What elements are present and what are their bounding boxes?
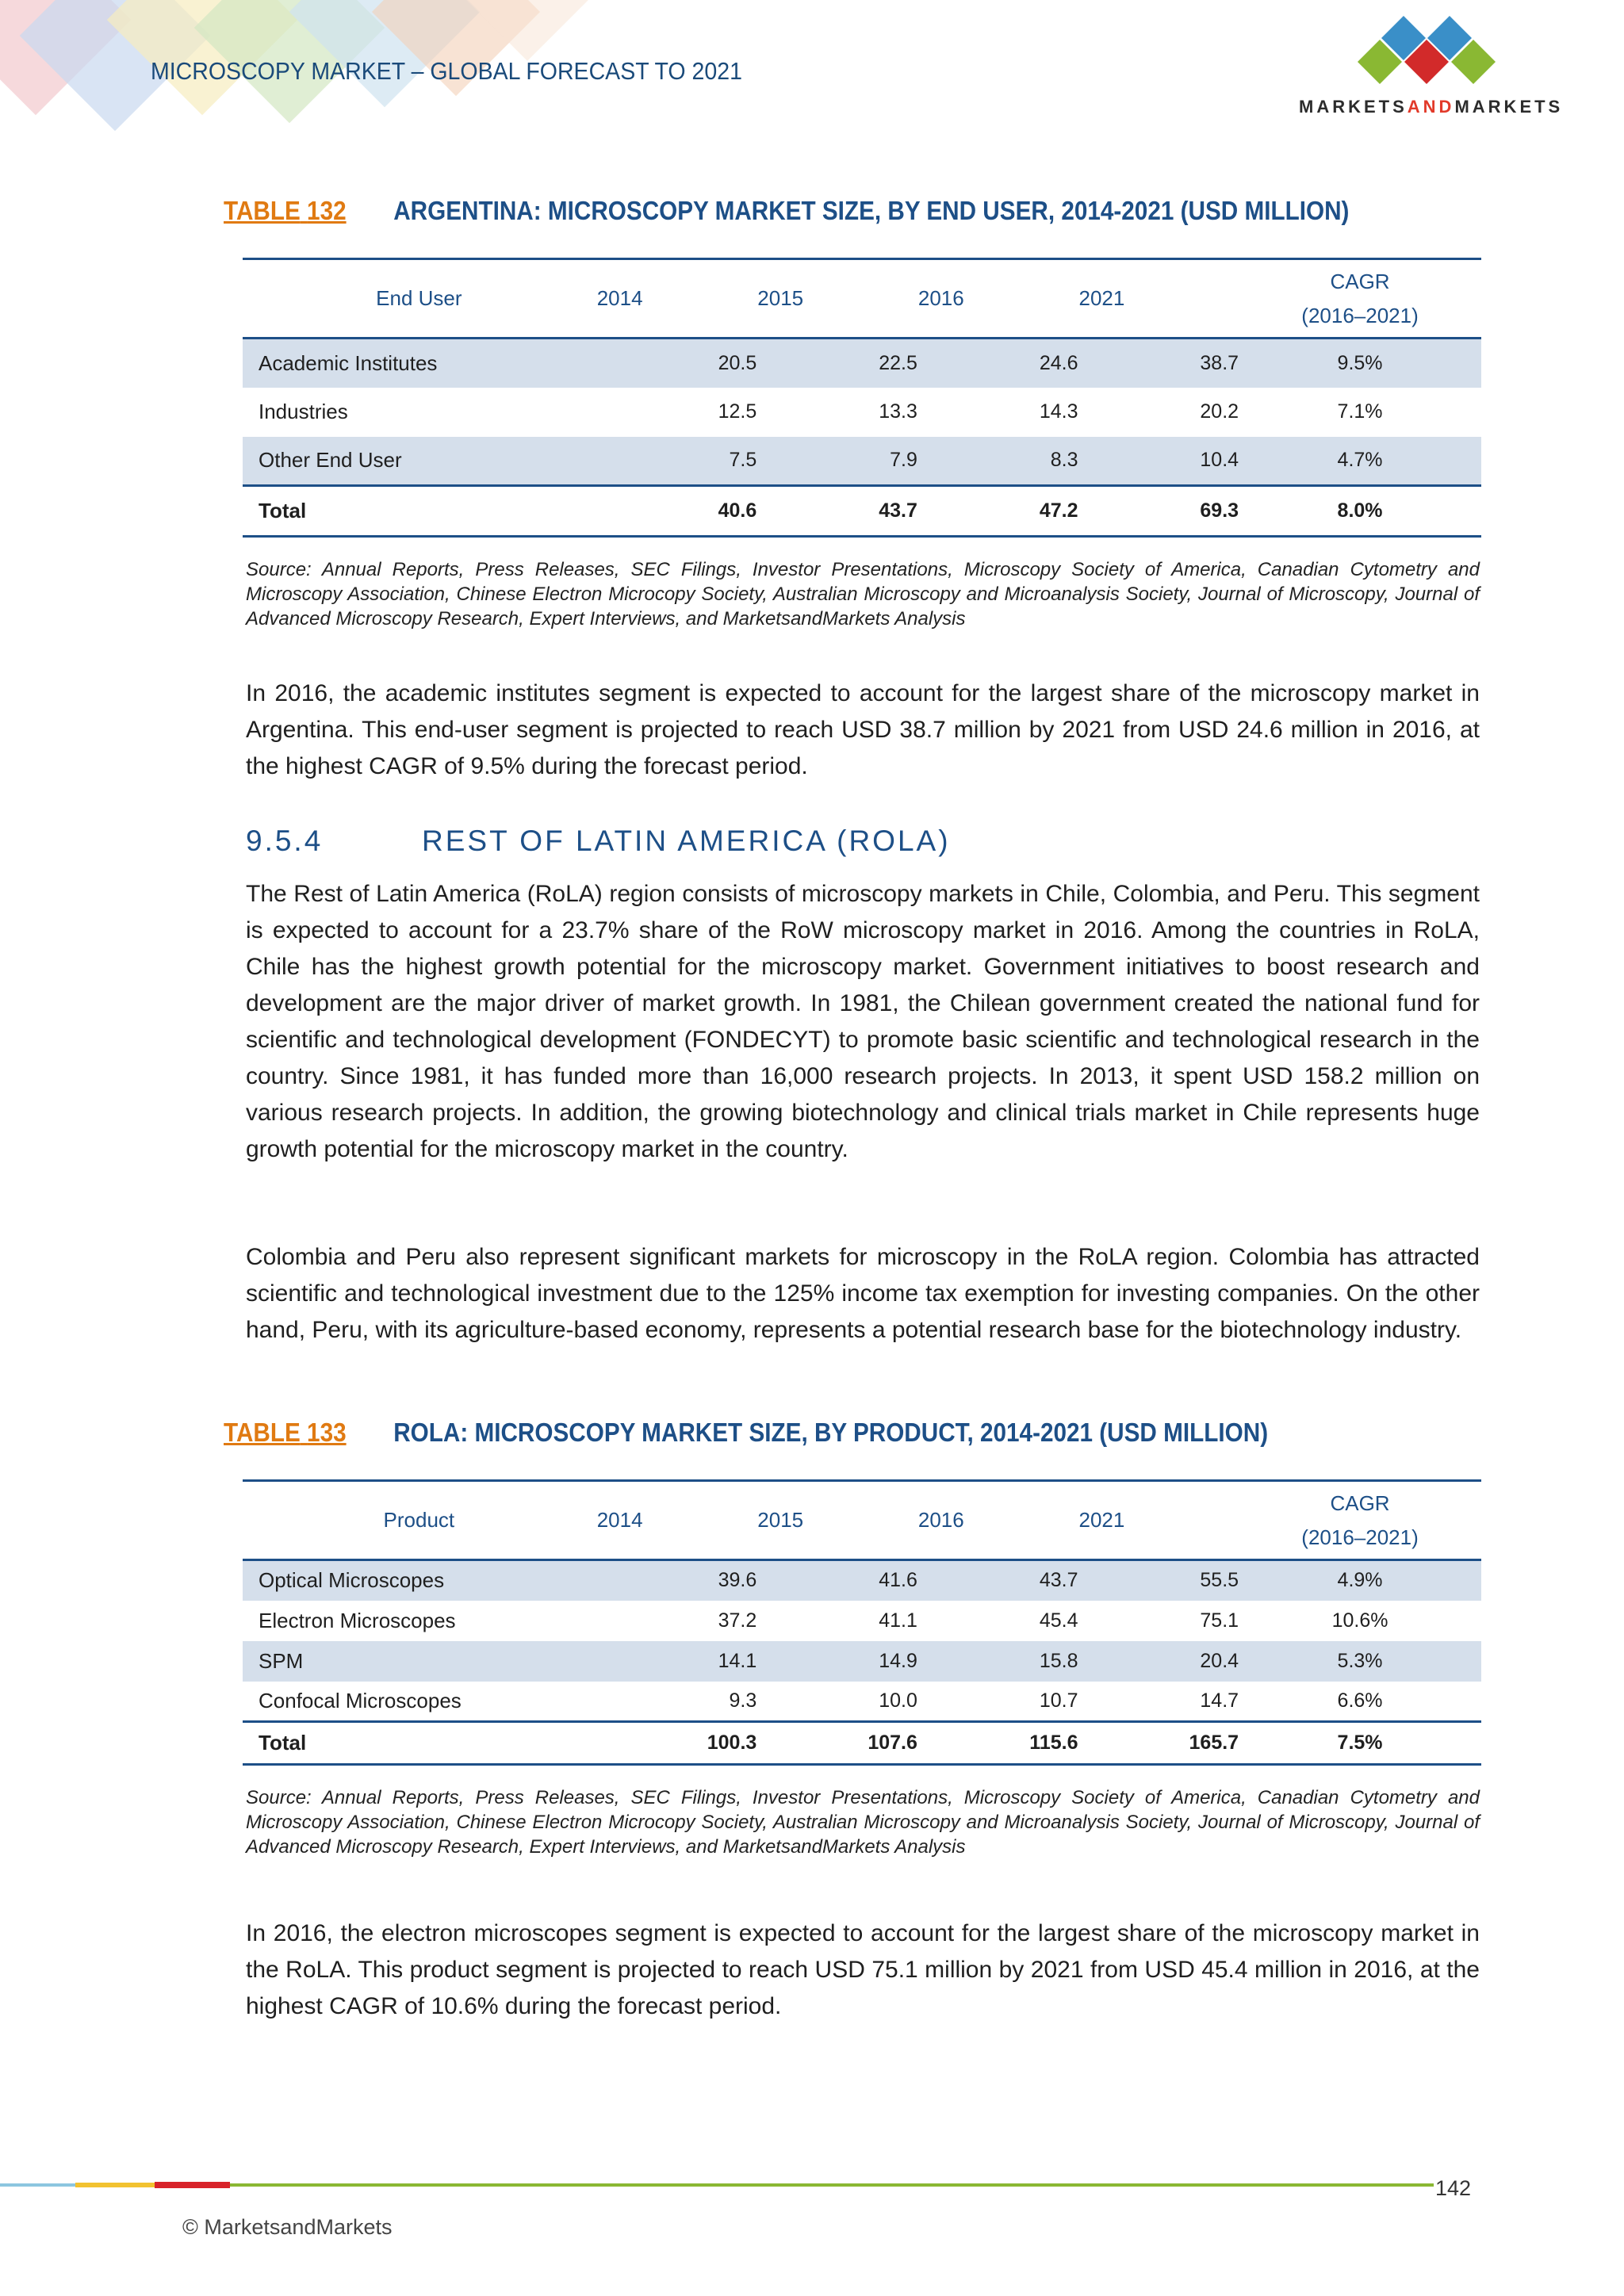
- paragraph: The Rest of Latin America (RoLA) region consists of microscopy markets in Chile, Colombia, and Peru. This segment is expected to account for a 23.7% share of the RoW microscopy market in 2016. Among the countries in RoLA, Chile has the highest growth potential for the microscopy market. Government initiatives to boost research and development are the major driver of market growth. In 1981, the Chilean government created the national fund for scientific and technological development (FONDECYT) to promote basic scientific and technological research in the country. Since 1981, it has funded more than 16,000 research projects. In 2013, it spent USD 158.2 million on various research projects. In addition, the growing biotechnology and clinical trials market in Chile represents huge growth potential for the microscopy market in the country.: [246, 881, 1480, 1162]
- column-header: 2015: [757, 286, 804, 310]
- footer-color-bar: [0, 2182, 1434, 2188]
- page-number: 142: [1435, 2176, 1472, 2200]
- table-132: [243, 258, 1481, 538]
- brand-wordmark: MARKETSANDMARKETS: [1299, 97, 1564, 117]
- table-row: SPM 14.1 14.9 15.8 20.4 5.3%: [243, 1641, 1481, 1682]
- report-title: MICROSCOPY MARKET – GLOBAL FORECAST TO 2021: [151, 57, 742, 85]
- table-row: Academic Institutes 20.5 22.5 24.6 38.7 9.5%: [243, 339, 1481, 388]
- table-row: Other End User 7.5 7.9 8.3 10.4 4.7%: [243, 437, 1481, 486]
- table-header-row: [243, 1481, 1481, 1560]
- table-133: [243, 1479, 1481, 1766]
- table-132-source: Source: Annual Reports, Press Releases, SEC Filings, Investor Presentations, Microscopy Society of America, Canadian Cytometry and Microscopy Association, Chinese Electron Microcopy Society, Australian Microscopy and Microanalysis Society, Journal of Microscopy, Journal of Advanced Microscopy Research, Expert Interviews, and MarketsandMarkets Analysis: [246, 559, 1480, 629]
- table-row: Confocal Microscopes 9.3 10.0 10.7 14.7 6.6%: [259, 1688, 1383, 1712]
- table-header-row: [243, 259, 1481, 339]
- table-total-row: Total 40.6 43.7 47.2 69.3 8.0%: [243, 486, 1481, 537]
- column-header: Product: [383, 1508, 455, 1532]
- table-133-source: Source: Annual Reports, Press Releases, SEC Filings, Investor Presentations, Microscopy Society of America, Canadian Cytometry and Microscopy Association, Chinese Electron Microcopy Society, Australian Microscopy and Microanalysis Society, Journal of Microscopy, Journal of Advanced Microscopy Research, Expert Interviews, and MarketsandMarkets Analysis: [246, 1787, 1480, 1858]
- table-132-link[interactable]: TABLE 132: [224, 196, 347, 225]
- copyright: © MarketsandMarkets: [182, 2215, 393, 2239]
- column-header-cagr: CAGR (2016–2021): [1301, 269, 1419, 327]
- column-header: 2014: [596, 1508, 643, 1532]
- paragraph: Colombia and Peru also represent significant markets for microscopy in the RoLA region. Colombia has attracted scientific and technological investment due to the 125% income tax exemption for investing companies. On the other hand, Peru, with its agriculture-based economy, represents a potential research base for the biotechnology industry.: [246, 1244, 1480, 1343]
- column-header-cagr: CAGR (2016–2021): [1301, 1490, 1419, 1549]
- column-header: 2021: [1078, 286, 1125, 310]
- table-132-title: ARGENTINA: MICROSCOPY MARKET SIZE, BY END USER, 2014-2021 (USD MILLION): [393, 196, 1350, 225]
- table-132-caption: [224, 196, 1350, 226]
- section-heading: [246, 825, 951, 858]
- column-header: 2021: [1078, 1508, 1125, 1532]
- section-title: REST OF LATIN AMERICA (ROLA): [422, 825, 951, 857]
- column-header: 2014: [596, 286, 643, 310]
- marketsandmarkets-logo: [1348, 16, 1522, 95]
- column-header: 2016: [917, 1508, 964, 1532]
- column-header: End User: [376, 286, 462, 310]
- table-row: Optical Microscopes 39.6 41.6 43.7 55.5 4.9%: [243, 1560, 1481, 1601]
- paragraph: In 2016, the academic institutes segment is expected to account for the largest share of the microscopy market in Argentina. This end-user segment is projected to reach USD 38.7 million by 2021 from USD 24.6 million in 2016, at the highest CAGR of 9.5% during the forecast period.: [246, 680, 1480, 779]
- table-total-row: Total 100.3 107.6 115.6 165.7 7.5%: [243, 1722, 1481, 1765]
- column-header: 2016: [917, 286, 964, 310]
- column-header: 2015: [757, 1508, 804, 1532]
- paragraph: In 2016, the electron microscopes segment is expected to account for the largest share of the microscopy market in the RoLA. This product segment is projected to reach USD 75.1 million by 2021 from USD 45.4 million in 2016, at the highest CAGR of 10.6% during the forecast period.: [246, 1920, 1480, 2019]
- table-133-title: ROLA: MICROSCOPY MARKET SIZE, BY PRODUCT, 2014-2021 (USD MILLION): [393, 1418, 1269, 1447]
- table-133-caption: [224, 1418, 1269, 1448]
- table-row: Electron Microscopes 37.2 41.1 45.4 75.1 10.6%: [259, 1608, 1388, 1632]
- section-number: 9.5.4: [246, 825, 324, 857]
- table-133-link[interactable]: TABLE 133: [224, 1418, 347, 1447]
- table-row: Industries 12.5 13.3 14.3 20.2 7.1%: [259, 400, 1383, 423]
